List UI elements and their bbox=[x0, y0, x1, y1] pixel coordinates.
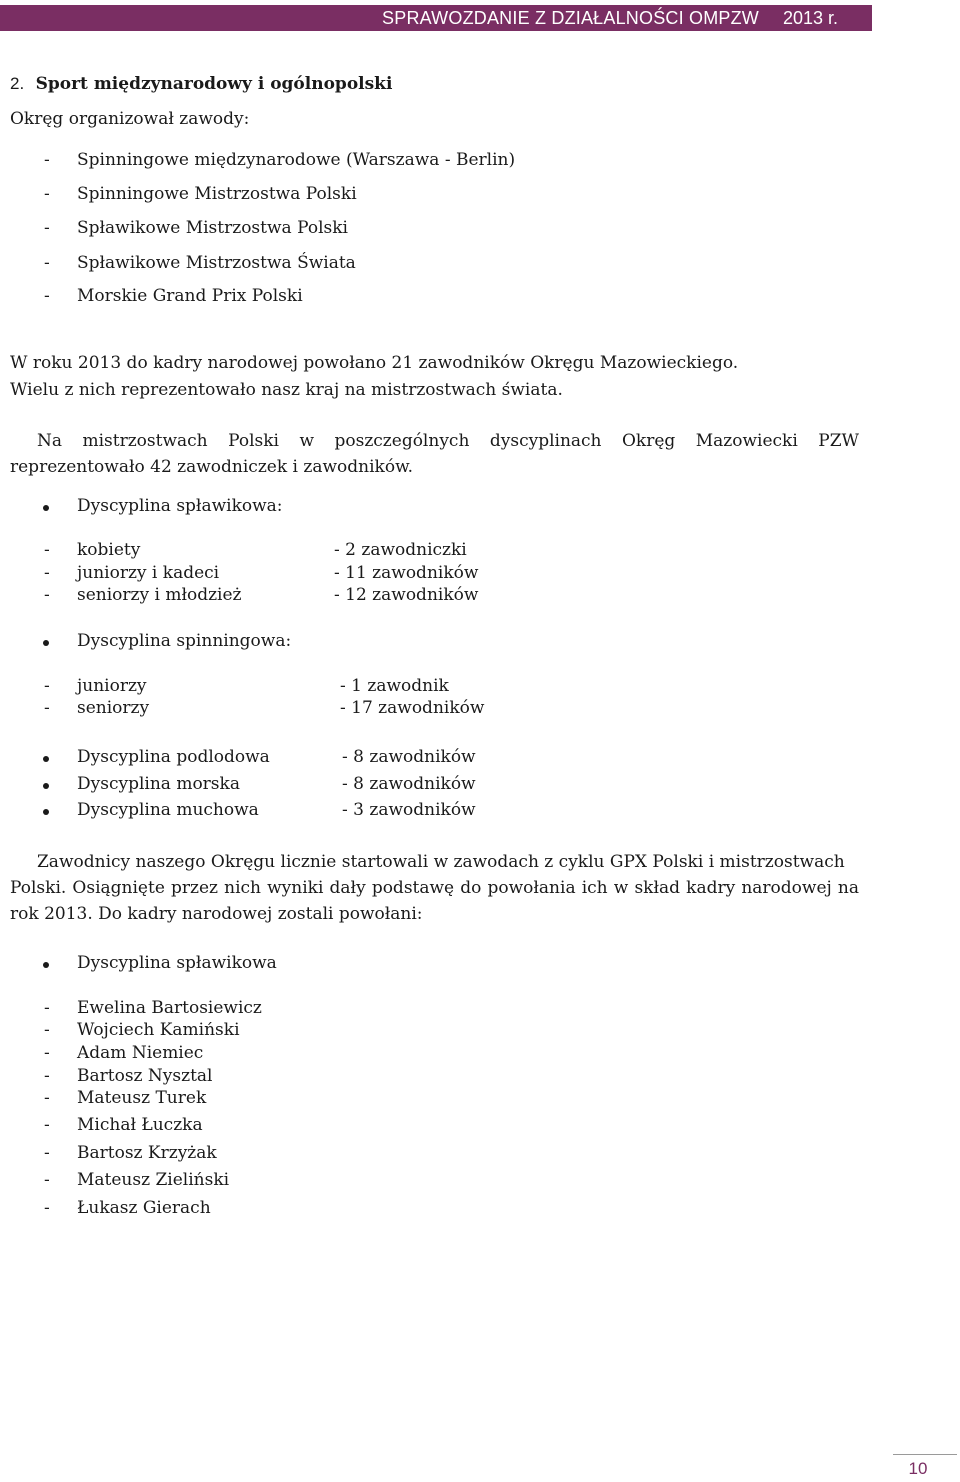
dash-marker: - bbox=[44, 1115, 50, 1135]
competition-label: Spinningowe międzynarodowe (Warszawa - Berlin) bbox=[77, 150, 516, 170]
discipline-label: Dyscyplina muchowa bbox=[77, 800, 259, 820]
competition-label: Morskie Grand Prix Polski bbox=[77, 286, 303, 306]
discipline-label: Dyscyplina spławikowa: bbox=[77, 496, 283, 516]
dash-marker: - bbox=[44, 150, 50, 170]
dash-marker: - bbox=[44, 253, 50, 273]
category-label: seniorzy i młodzież bbox=[77, 585, 242, 605]
competition-label: Spinningowe Mistrzostwa Polski bbox=[77, 184, 357, 204]
page-header-bar bbox=[0, 5, 872, 31]
category-label: juniorzy bbox=[77, 676, 147, 696]
dash-marker: - bbox=[44, 1198, 50, 1218]
paragraph-line: reprezentowało 42 zawodniczek i zawodników. bbox=[10, 457, 414, 477]
paragraph-line: Polski. Osiągnięte przez nich wyniki dały podstawę do powołania ich w skład kadry narodowej na bbox=[10, 878, 859, 898]
member-name: Michał Łuczka bbox=[77, 1115, 203, 1135]
dash-marker: - bbox=[44, 1020, 50, 1040]
dash-marker: - bbox=[44, 998, 50, 1018]
member-name: Ewelina Bartosiewicz bbox=[77, 998, 262, 1018]
bullet-icon bbox=[43, 783, 49, 789]
category-label: kobiety bbox=[77, 540, 141, 560]
member-name: Mateusz Zieliński bbox=[77, 1170, 230, 1190]
category-label: seniorzy bbox=[77, 698, 150, 718]
header-year: 2013 r. bbox=[782, 8, 838, 28]
section-title: Sport międzynarodowy i ogólnopolski bbox=[35, 74, 393, 94]
discipline-label: Dyscyplina morska bbox=[77, 774, 240, 794]
category-count: - 1 zawodnik bbox=[340, 676, 449, 696]
discipline-label: Dyscyplina spinningowa: bbox=[77, 631, 292, 651]
dash-marker: - bbox=[44, 676, 50, 696]
dash-marker: - bbox=[44, 585, 50, 605]
section-heading bbox=[10, 74, 392, 94]
bullet-icon bbox=[43, 640, 49, 646]
member-name: Mateusz Turek bbox=[77, 1088, 207, 1108]
intro-text: Okręg organizował zawody: bbox=[10, 109, 250, 129]
page-number: 10 bbox=[908, 1459, 928, 1478]
dash-marker: - bbox=[44, 540, 50, 560]
member-name: Bartosz Nysztal bbox=[77, 1066, 213, 1086]
category-label: juniorzy i kadeci bbox=[77, 563, 220, 583]
dash-marker: - bbox=[44, 1143, 50, 1163]
dash-marker: - bbox=[44, 1043, 50, 1063]
discipline-label: Dyscyplina spławikowa bbox=[77, 953, 277, 973]
bullet-icon bbox=[43, 809, 49, 815]
member-name: Adam Niemiec bbox=[77, 1043, 204, 1063]
category-count: - 17 zawodników bbox=[340, 698, 485, 718]
dash-marker: - bbox=[44, 286, 50, 306]
category-count: - 11 zawodników bbox=[334, 563, 479, 583]
dash-marker: - bbox=[44, 218, 50, 238]
paragraph-line: rok 2013. Do kadry narodowej zostali powołani: bbox=[10, 904, 423, 924]
category-count: - 12 zawodników bbox=[334, 585, 479, 605]
discipline-label: Dyscyplina podlodowa bbox=[77, 747, 270, 767]
discipline-count: - 8 zawodników bbox=[342, 747, 476, 767]
discipline-count: - 3 zawodników bbox=[342, 800, 476, 820]
bullet-icon bbox=[43, 756, 49, 762]
competition-label: Spławikowe Mistrzostwa Świata bbox=[77, 253, 356, 273]
bullet-icon bbox=[43, 505, 49, 511]
discipline-count: - 8 zawodników bbox=[342, 774, 476, 794]
dash-marker: - bbox=[44, 698, 50, 718]
member-name: Bartosz Krzyżak bbox=[77, 1143, 217, 1163]
paragraph-line: Zawodnicy naszego Okręgu licznie startowali w zawodach z cyklu GPX Polski i mistrzostwach bbox=[37, 852, 845, 872]
dash-marker: - bbox=[44, 1088, 50, 1108]
dash-marker: - bbox=[44, 563, 50, 583]
dash-marker: - bbox=[44, 1170, 50, 1190]
dash-marker: - bbox=[44, 184, 50, 204]
dash-marker: - bbox=[44, 1066, 50, 1086]
bullet-icon bbox=[43, 962, 49, 968]
competition-label: Spławikowe Mistrzostwa Polski bbox=[77, 218, 348, 238]
member-name: Łukasz Gierach bbox=[77, 1198, 211, 1218]
footer-divider bbox=[893, 1454, 957, 1455]
paragraph-line: W roku 2013 do kadry narodowej powołano 21 zawodników Okręgu Mazowieckiego. bbox=[10, 353, 739, 373]
section-number: 2. bbox=[10, 74, 25, 93]
paragraph-line: Wielu z nich reprezentowało nasz kraj na mistrzostwach świata. bbox=[10, 380, 563, 400]
member-name: Wojciech Kamiński bbox=[77, 1020, 240, 1040]
category-count: - 2 zawodniczki bbox=[334, 540, 467, 560]
header-title: SPRAWOZDANIE Z DZIAŁALNOŚCI OMPZW bbox=[382, 8, 759, 28]
paragraph-line: Na mistrzostwach Polski w poszczególnych dyscyplinach Okręg Mazowiecki PZW bbox=[37, 431, 859, 451]
